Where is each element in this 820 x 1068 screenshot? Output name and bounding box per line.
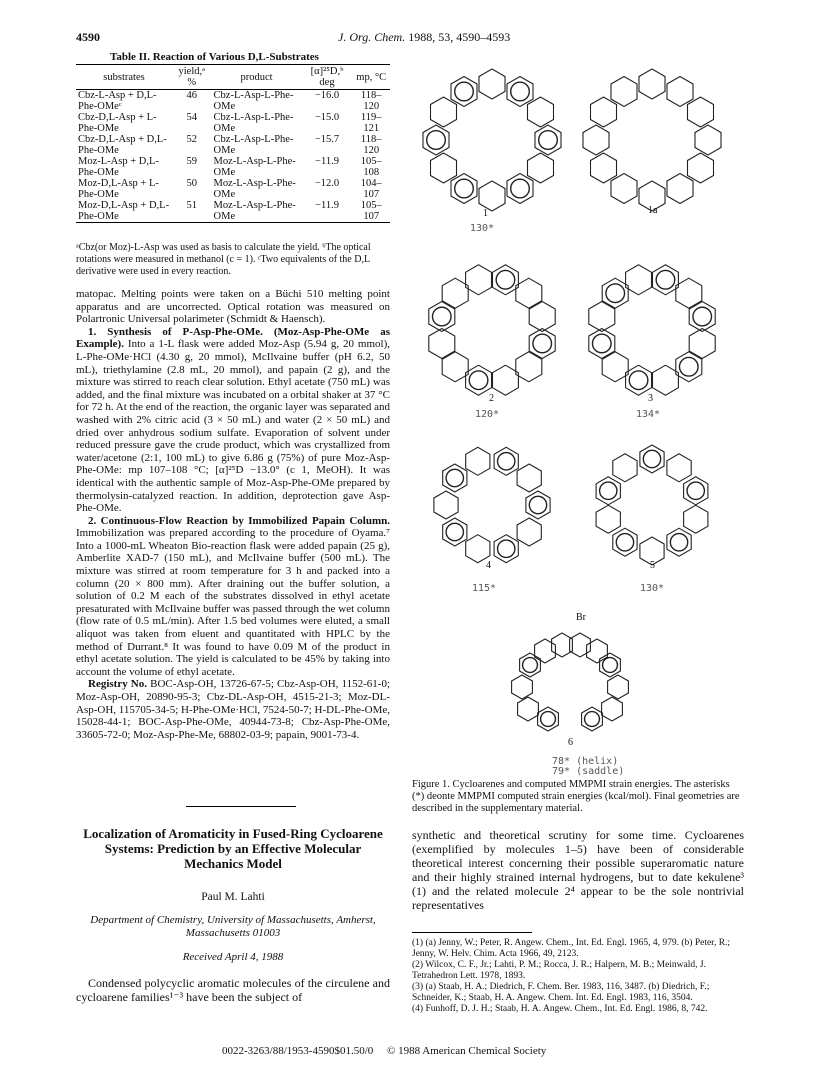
section-heading: 2. Continuous-Flow Reaction by Immobilized Papain Column. [88, 514, 390, 527]
ring [695, 125, 721, 155]
aromatic-circle [656, 270, 675, 289]
table-cell: Moz-L-Asp-L-Phe-OMe [212, 200, 302, 223]
ring [466, 265, 492, 295]
table-cell: −12.0 [314, 178, 340, 189]
ring [602, 697, 623, 721]
paragraph: matopac. Melting points were taken on a Büchi 510 melting point apparatus and are uncorrected. Optical rotation was measured on Polartronic Universal polarimeter (Schmidt & Haensch). [76, 288, 390, 326]
aromatic-circle [529, 496, 546, 513]
aromatic-circle [687, 482, 704, 499]
ring [639, 69, 665, 99]
table-row [76, 90, 390, 113]
aromatic-circle [585, 712, 600, 727]
molecule-1a [583, 69, 721, 211]
ring [667, 174, 693, 204]
affiliation: Department of Chemistry, University of Massachusetts, Amherst, Massachusetts 01003 [90, 914, 376, 939]
aromatic-circle [606, 284, 625, 303]
table-cell: 119–121 [360, 112, 382, 134]
ring [596, 505, 620, 533]
aromatic-circle [592, 334, 611, 353]
molecule-1-kekulene [423, 69, 561, 211]
strain-energy-3: 134* [636, 409, 661, 420]
aromatic-circle [600, 482, 617, 499]
ring [466, 447, 490, 475]
table-row [76, 112, 390, 134]
ring [591, 97, 617, 127]
table-cell: −15.7 [314, 134, 340, 145]
column-header: [α]²⁵D,ᵇ deg [302, 65, 353, 90]
received-date: Received April 4, 1988 [182, 951, 284, 963]
aromatic-circle [496, 270, 515, 289]
ring [583, 125, 609, 155]
molecule-4 [434, 447, 550, 562]
table-cell: −11.9 [302, 200, 353, 223]
ring [667, 77, 693, 107]
table-cell: −16.0 [314, 90, 340, 101]
aromatic-circle [446, 523, 463, 540]
divider [186, 806, 296, 807]
compound-label-3: 3 [648, 393, 653, 404]
aromatic-circle [629, 371, 648, 390]
ring [613, 454, 637, 482]
aromatic-circle [427, 131, 446, 150]
aromatic-circle [498, 540, 515, 557]
table-cell: 51 [172, 200, 212, 223]
table-body [76, 90, 390, 223]
column-header: yield,ᵃ % [172, 65, 212, 90]
ring [517, 518, 541, 546]
ring [431, 153, 457, 183]
strain-energy-1: 130* [470, 223, 495, 234]
ring [626, 265, 652, 295]
column-header: product [212, 65, 302, 90]
ring [479, 181, 505, 211]
reference-2: (2) Wilcox, C. F., Jr.; Lahti, P. M.; Rocca, J. R.; Halpern, M. B.; Meinwald, J. Tetrahedron Lett. 1978, 1893. [412, 960, 706, 981]
ring [528, 97, 554, 127]
ring [528, 153, 554, 183]
table-caption: Table II. Reaction of Various D,L-Substrates [110, 51, 319, 63]
table-cell: Cbz-L-Asp + D,L-Phe-OMeᶜ [78, 90, 157, 112]
reference-3: (3) (a) Staab, H. A.; Diedrich, F. Chem. Ber. 1983, 116, 3487. (b) Diedrich, F.; Schneider, K.; Staab, H. A. Angew. Chem. Int. Ed. Engl. 1983, 116, 3504. [412, 982, 710, 1003]
aromatic-circle [511, 82, 530, 101]
reference-1: (1) (a) Jenny, W.; Peter, R. Angew. Chem., Int. Ed. Engl. 1965, 4, 979. (b) Peter, R.; Jenny, W. Helv. Chim. Acta 1966, 49, 2123. [412, 938, 731, 959]
aromatic-circle [670, 534, 687, 551]
table-cell: 50 [186, 178, 198, 189]
figure-caption: Figure 1. Cycloarenes and computed MMPMI strain energies. The asterisks (*) deonte MMPMI computed strain energies (kcal/mol). Final geometries are described in the supplementary material. [412, 779, 740, 814]
section-heading: 1. Synthesis of P-Asp-Phe-OMe. (Moz-Asp-Phe-OMe as Example). [76, 325, 390, 351]
aromatic-circle [455, 179, 474, 198]
ring [431, 97, 457, 127]
strain-energy-2: 120* [475, 409, 500, 420]
table-cell: Moz-D,L-Asp + D,L-Phe-OMe [76, 200, 172, 223]
table-cell: 46 [186, 90, 198, 101]
aromatic-circle [539, 131, 558, 150]
ring [517, 464, 541, 492]
page-footer [222, 1045, 546, 1057]
table-row [76, 200, 390, 223]
aromatic-circle [498, 453, 515, 470]
journal-citation: J. Org. Chem. 1988, 53, 4590–4593 [338, 30, 511, 44]
bromine-label: Br [576, 612, 586, 623]
ring [684, 505, 708, 533]
table-cell: Cbz-L-Asp-L-Phe-OMe [213, 90, 294, 112]
ring [493, 365, 519, 395]
ring [512, 675, 533, 699]
table-cell: −11.9 [315, 156, 339, 167]
molecule-2 [429, 265, 555, 395]
aromatic-circle [693, 307, 712, 326]
ring [611, 174, 637, 204]
aromatic-circle [469, 371, 488, 390]
ring [466, 535, 490, 563]
table-cell: 105–108 [360, 156, 382, 178]
ring [688, 97, 714, 127]
article-title: Localization of Aromaticity in Fused-Ring Cycloarene Systems: Prediction by an Effective Molecular Mechanics Model [83, 826, 383, 871]
compound-label-4: 4 [486, 560, 491, 571]
aromatic-circle [679, 357, 698, 376]
right-column-text: synthetic and theoretical scrutiny for some time. Cycloarenes (exemplified by molecules 1–5) have been of considerable theoretical interest concerning their possible superaromatic nature and their highly strained internal hydrogens, but to date kekulene³ (1) and the related molecule 2⁴ appear to be the sole nontrivial representatives [412, 828, 744, 912]
table-cell: Moz-L-Asp-L-Phe-OMe [213, 156, 296, 178]
aromatic-circle [455, 82, 474, 101]
ring [591, 153, 617, 183]
table-2 [76, 64, 390, 223]
references [412, 938, 744, 1015]
left-column-text [76, 288, 390, 741]
aromatic-circle [432, 307, 451, 326]
table-cell: 118–120 [360, 134, 382, 156]
ring [688, 153, 714, 183]
aromatic-circle [603, 658, 618, 673]
table-row [76, 156, 390, 178]
article-code: 0022-3263/88/1953-4590$01.50/0 [222, 1045, 374, 1057]
references-divider [412, 932, 532, 933]
ring [653, 365, 679, 395]
table-cell: Cbz-L-Asp-L-Phe-OMe [213, 134, 294, 156]
compound-label-6: 6 [568, 737, 573, 748]
compound-label-2: 2 [489, 393, 494, 404]
table-footnotes: ᵃCbz(or Moz)-L-Asp was used as basis to calculate the yield. ᵇThe optical rotations were measured in methanol (c = 1). ᶜTwo equivalents of the D,L derivative were used in every reaction. [76, 242, 371, 277]
strain-energy-5: 130* [640, 583, 665, 594]
page-number: 4590 [76, 30, 100, 44]
table-cell: 59 [186, 156, 198, 167]
table-cell: 105–107 [352, 200, 390, 223]
compound-label-1a: 1a [648, 205, 658, 216]
aromatic-circle [616, 534, 633, 551]
copyright: © 1988 American Chemical Society [387, 1045, 547, 1057]
ring [667, 454, 691, 482]
strain-energy-4: 115* [472, 583, 497, 594]
aromatic-circle [541, 712, 556, 727]
ring [479, 69, 505, 99]
page-header [76, 30, 744, 46]
table-cell: Cbz-L-Asp-L-Phe-OMe [213, 112, 294, 134]
table-header-row [76, 65, 390, 90]
table-cell: 52 [186, 134, 198, 145]
aromatic-circle [523, 658, 538, 673]
table-cell: 118–120 [360, 90, 382, 112]
table-cell: 54 [186, 112, 198, 123]
aromatic-circle [643, 450, 660, 467]
molecule-6 [512, 633, 629, 731]
table-row [76, 178, 390, 200]
table-cell: Moz-D,L-Asp + L-Phe-OMe [78, 178, 159, 200]
aromatic-circle [446, 469, 463, 486]
table-cell: Moz-L-Asp-L-Phe-OMe [213, 178, 296, 200]
ring [608, 675, 629, 699]
ring [434, 491, 458, 519]
strain-energy-6: 78* (helix) 79* (saddle) [552, 756, 625, 777]
aromatic-circle [511, 179, 530, 198]
table-row [76, 134, 390, 156]
author: Paul M. Lahti [201, 891, 265, 903]
registry-numbers: Registry No. BOC-Asp-OH, 13726-67-5; Cbz-Asp-OH, 1152-61-0; Moz-Asp-OH, 20890-95-3; Cbz-DL-Asp-OH, 4515-21-3; Moz-DL-Asp-OH, 115705-34-5; H-Phe-OMe·HCl, 7524-50-7; H-DL-Phe-OMe, 15028-44-1; BOC-Asp-Phe-OMe, 40944-73-8; Cbz-Asp-Phe-OMe, 33605-72-0; Moz-Asp-Phe-Me, 68802-03-9; papain, 9001-73-4. [76, 678, 391, 741]
figure-1 [412, 45, 732, 785]
aromatic-circle [533, 334, 552, 353]
table-cell: 104–107 [360, 178, 382, 200]
column-header: mp, °C [352, 65, 390, 90]
table-cell: Moz-L-Asp + D,L-Phe-OMe [78, 156, 159, 178]
ring [611, 77, 637, 107]
molecule-3 [589, 265, 715, 395]
compound-label-1: 1 [483, 208, 488, 219]
compound-label-5: 5 [650, 560, 655, 571]
molecule-5 [596, 445, 708, 565]
ring [518, 697, 539, 721]
intro-paragraph: Condensed polycyclic aromatic molecules of the circulene and cycloarene families¹⁻³ have been the subject of [76, 976, 390, 1004]
reference-4: (4) Funhoff, D. J. H.; Staab, H. A. Angew. Chem., Int. Ed. Engl. 1986, 8, 742. [412, 1004, 708, 1014]
table-cell: Cbz-D,L-Asp + D,L-Phe-OMe [78, 134, 167, 156]
table-cell: −15.0 [314, 112, 340, 123]
column-header: substrates [76, 65, 172, 90]
table-cell: Cbz-D,L-Asp + L-Phe-OMe [78, 112, 157, 134]
section-2: 2. Continuous-Flow Reaction by Immobilized Papain Column. Immobilization was prepared according to the procedure of Oyama.⁷ Into a 1000-mL Wheaton Bio-reaction flask were added papain (25 g), Amberlite XAD-7 (150 mL), and McIlvaine buffer (500 mL). The mixture was stirred at room temperature for 3 h and packed into a column (20 × 800 mm). After draining out the buffer solution, a solution of 0.2 M each of the substrates dissolved in ethyl acetate presaturated with McIlvaine buffer was passed through the wet column (flow rate of 0.5 mL/min). After 1.5 bed volumes were eluted, a small aliquot was taken from eluent and quantitated with HPLC by the method of Durrant.⁸ It was found to have 0.09 M of the product in ethyl acetate solution. The yield is calculated to be 45% by taking into account the volume of ethyl acetate. [76, 514, 390, 678]
section-1: 1. Synthesis of P-Asp-Phe-OMe. (Moz-Asp-Phe-OMe as Example). Into a 1-L flask were added Moz-Asp (5.94 g, 20 mmol), L-Phe-OMe·HCl (4.30 g, 20 mmol), McIlvaine buffer (pH 6.2, 50 mL), triethylamine (2.8 mL, 20 mmol), and papain (2 g), and the mixture was stirred to reach clear solution. Ethyl acetate (750 mL) was added, and the final mixture was incubated on a orbital shaker at 37 °C for 72 h. At the end of the reaction, the organic layer was separated and washed with 2% citric acid (3 × 50 mL) and water (2 × 50 mL) and dried over anhydrous sodium sulfate. Evaporation of solvent under reduced pressure gave the crude product, which was crystallized from water/acetone (2:1, 100 mL) to give 6.86 g (75%) of pure Moz-Asp-Phe-OMe: mp 107–108 °C; [α]²⁵D −13.0° (c 1, MeOH). It was identical with the authentic sample of Moz-Asp-Phe-OMe prepared by thermolysin-catalyzed reaction. In addition, deprotection gave Asp-Phe-OMe. [76, 325, 391, 515]
